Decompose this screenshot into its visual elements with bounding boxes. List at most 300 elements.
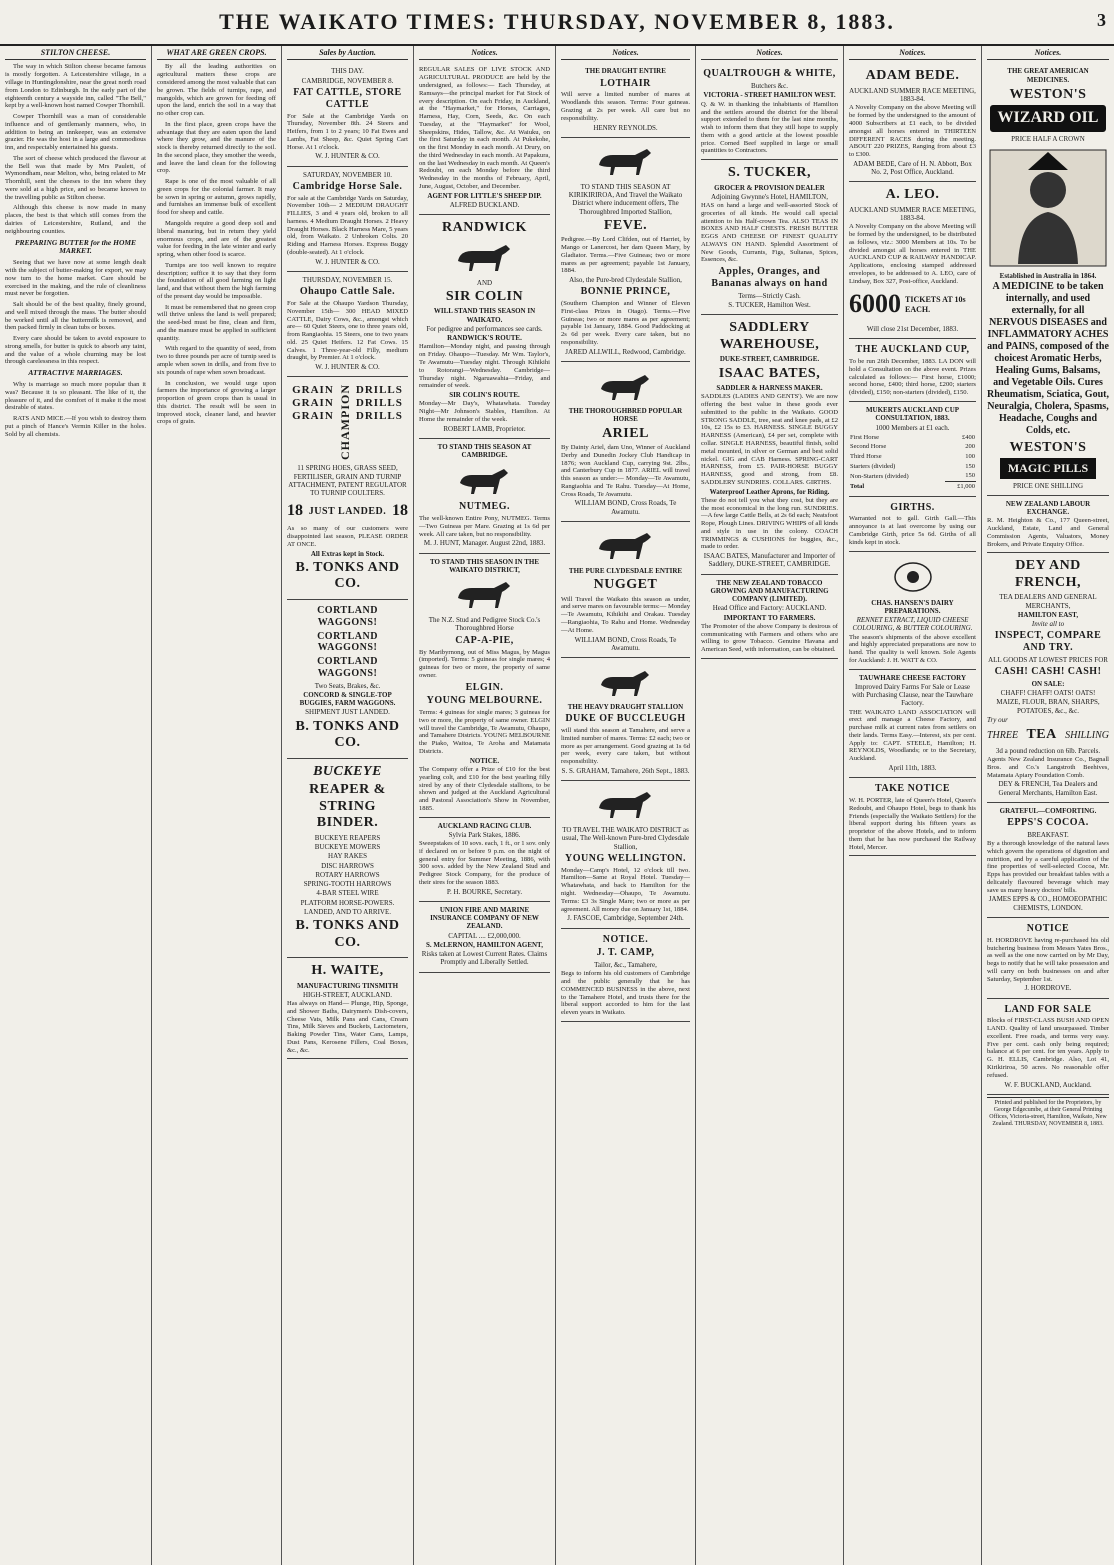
butcher-body: Q. & W. in thanking the inhabitants of Hamilton and the settlers around the district for the liberal support extended to them for the last nine months, wish to inform them that they still hope to supply them with a good article at the lowest possible price. Corned Beef supplied in large or small quantities to Contractors. (701, 100, 838, 155)
article-paragraph: Turnips are too well known to require description; suffice it to say that they form the foundation of all good farming on light land, and that without them the high farming of the present day would be impossible. (157, 261, 276, 300)
auction-date: SATURDAY, NOVEMBER 10. (302, 170, 393, 179)
column-medicines (982, 46, 1114, 1565)
notice-body: The Company offer a Prize of £10 for the best yearling colt, and £10 for the best yearling filly sired by any of their Clydesdale stallions, to be shown and judged at the Auckland Agricultural and Pastoral Association's Show in November, 1885. (419, 766, 550, 812)
wagons-ad (287, 600, 408, 759)
table-row (849, 452, 976, 462)
stallion-heading: THE DRAUGHT ENTIRE (585, 67, 666, 76)
prize-value: 150 (965, 462, 975, 470)
company-name: B. TONKS AND CO. (295, 918, 400, 950)
column-stallions (556, 46, 696, 1565)
buckeye-item: BUCKEYE MOWERS (314, 843, 381, 852)
tobacco-body: The Promoter of the above Company is desirous of communicating with Farmers and others who are willing to grow Tobacco. Genuine Havana and American Seed, with information, can be obtained. (701, 622, 838, 654)
racing-heading: AUCKLAND RACING CLUB. (437, 821, 532, 830)
prize-label: First Horse (850, 433, 880, 441)
union-insurance-ad (419, 902, 550, 973)
buckeye-item: DISC HARROWS (321, 861, 374, 870)
prize-label: Second Horse (850, 443, 887, 451)
cocoa-body: By a thorough knowledge of the natural laws which govern the operations of digestion and nutrition, and by a careful application of the fine properties of well-selected Cocoa, Mr. Epps has provided our breakfast tables with a delicately flavoured beverage which may save us many heavy doctors' bills. (987, 840, 1109, 894)
tea-word: TEA (1026, 727, 1057, 743)
prize-value: 100 (965, 453, 975, 461)
try-line: Try our (987, 715, 1008, 724)
horse-name: SIR COLIN (445, 288, 524, 304)
racing-subheading: Sylvia Park Stakes, 1886. (448, 830, 521, 839)
auction-ad-ohaupo (287, 272, 408, 377)
notice-heading: NOTICE (1026, 922, 1070, 934)
company-line: The N.Z. Stud and Pedigree Stock Co.'s Thoroughbred Horse (428, 616, 541, 633)
saddlery-address: DUKE-STREET, CAMBRIDGE. (719, 355, 820, 364)
randwick-ad (419, 215, 550, 439)
merchant-signature: DEY & FRENCH, Tea Dealers and General Merchants, Hamilton East. (998, 780, 1098, 797)
section-header-auctions: Sales by Auction. (287, 48, 408, 60)
owner-name: WILLIAM BOND, Cross Roads, Te Awamutu. (574, 635, 677, 652)
grocer-trade: GROCER & PROVISION DEALER (714, 183, 825, 192)
tailor-name: J. T. CAMP, (596, 947, 655, 959)
cup-title: THE AUCKLAND CUP, (855, 344, 970, 356)
nugget-body: Will Travel the Waikato this season as under, and serve mares on favourable terms:— Monday—Te Awamutu, Kihikihi and Orakau. Tuesday—Rangiaohia, To Rahu and Home. Wednesday—At Home. (561, 595, 690, 634)
table-row (849, 462, 976, 472)
auction-ad-horses (287, 167, 408, 272)
tobacco-heading: THE NEW ZEALAND TOBACCO GROWING AND MANUFACTURING COMPANY (LIMITED). (710, 578, 829, 604)
auction-heading: FAT CATTLE, STORE CATTLE (293, 86, 402, 110)
horse-name: YOUNG WELLINGTON. (565, 852, 686, 864)
column-green-crops (152, 46, 282, 1565)
article-paragraph: Every care should be taken to avoid exposure to strong smells, for butter is quick to absorb any taint, and the value of a whole churning may be lost through carelessness in this respect. (5, 335, 146, 366)
hansen-ad (849, 552, 976, 670)
buckeye-item: HAY RAKES (328, 852, 367, 861)
horse-illustration-icon (591, 788, 661, 822)
bonnie-body: (Southern Champion and Winner of Eleven First-class Prizes in Otago). Terms.—Five Guineas; two or more mares as per agreement; payable 1st January, 1884. Good Paddocking at 2s 6d per week. Every care taken, but no responsibility. (561, 300, 690, 347)
waterproof-body: These do not tell you what they cost, but they are the most economical in the long run. SUNDRIES.—A few large Cattle Bells, at 2s 6d each; Neatsfoot Rope, Plough Lines. DRIVING WHIPS of all kinds and style in use in the colony. COACH TRIMMINGS & CUSHIONS for buggies, &c., made to order. (701, 496, 838, 551)
consultation-name: A. LEO. (885, 187, 940, 203)
cocoa-sub: BREAKFAST. (1027, 830, 1069, 839)
buckeye-item: ROTARY HARROWS (315, 870, 380, 879)
company-name: B. TONKS AND CO. (295, 559, 400, 592)
agent-name: ALFRED BUCKLAND. (449, 200, 520, 209)
buckeye-item: PLATFORM HORSE-POWERS. (300, 898, 395, 907)
cup-ad (849, 339, 976, 402)
prize-value: £400 (962, 433, 975, 441)
invite-line: Invite all to (1031, 620, 1065, 629)
horse-name: RANDWICK (442, 220, 527, 236)
owner-name: M. J. HUNT, Manager. August 22nd, 1883. (423, 539, 546, 548)
bonnie-heading: Also, the Pure-bred Clydesdale Stallion, (569, 276, 682, 285)
capapie-body: By Maribyrnong, out of Miss Magus, by Magus (imported). Terms: 5 guineas for single mares; 4 guineas for two or more, the property of same owner. (419, 648, 550, 679)
and-word: AND (476, 278, 493, 287)
consultation-sub: AUCKLAND SUMMER RACE MEETING, 1883-84. (849, 86, 976, 104)
consultation-signature: ADAM BEDE, Care of H. N. Abbott, Box No. 2, Post Office, Auckland. (853, 159, 972, 177)
article-title-butter: PREPARING BUTTER for the HOME MARKET. (14, 237, 137, 256)
buckeye-ad (287, 759, 408, 958)
owner-name: S. S. GRAHAM, Tamahere, 26th Sept., 1883. (561, 766, 690, 775)
owner-name: WILLIAM BOND, Cross Roads, Te Awamutu. (574, 499, 677, 516)
prize-value: 150 (965, 472, 975, 480)
saddler-trade: SADDLER & HARNESS MAKER. (716, 384, 823, 393)
reaper-binder: REAPER & STRING BINDER. (309, 782, 386, 831)
article-title-marriages: ATTRACTIVE MARRIAGES. (28, 368, 123, 378)
established-line: Established in Australia in 1864. (999, 271, 1097, 280)
newspaper-title: THE WAIKATO TIMES: THURSDAY, NOVEMBER 8, 1883. (219, 9, 895, 34)
price-line: PRICE ONE SHILLING (1013, 481, 1083, 490)
insurance-capital: CAPITAL .... £2,000,000. (448, 931, 521, 940)
labour-body: R. M. Heighton & Co., 177 Queen-street, Auckland, Estate, Land and General Commission Agents, Valuators, Money Brokers, and Private Enquiry Office. (987, 517, 1109, 548)
pedigree-line: For pedigree and performances see cards. (426, 324, 543, 333)
company-name: B. TONKS AND CO. (295, 718, 400, 751)
auction-body: For Sale at the Ohaupo Yardson Thursday, November 15th— 300 HEAD MIXED CATTLE, Dairy Cows, &c., amongst which are— 60 Quiet Steers, one to three years old, from Rangiaohia. 15 Steers, one to two years old. 25 Quiet Heifers. 12 Fat Cows. 15 Calves. 1 Three-year-old Filly, medium draught, by Premier. At 1 o'clock. (287, 300, 408, 362)
wizard-oil-logo (987, 87, 1109, 132)
column-auctions (282, 46, 414, 1565)
land-sale-ad (987, 999, 1109, 1095)
article-paragraph: Rape is one of the most valuable of all green crops for the colonial farmer. It may be sown in spring or autumn, grows rapidly, and furnishes an immense bulk of excellent food for sheep and cattle. (157, 178, 276, 217)
butcher-trade: Butchers &c. (751, 82, 788, 91)
grain-drill-ad (287, 377, 408, 599)
saddler-body: SADDLES (LADIES AND GENTS'). We are now offering the best value in these goods ever submitted to the public in the Waikato. GOOD STRONG SADDLE, tree, seat and knee pads, at £2 10s, £2 15s to £3. HARNESS. SINGLE BUGGY HARNESS (American), £4 per set, complete with collar. SINGLE HARNESS, beautiful finish, solid metal mounted, in silver or German and best solid nickel. GIG and CAB Harness. SPRING-CART HARNESS, from £5. PAIR-HORSE BUGGY HARNESS, good and strong, from £8. SADDLERY SUNDRIES. COLLARS. GIRTHS. (701, 393, 838, 486)
stock-sales-ad (419, 63, 550, 215)
article-paragraph: RATS AND MICE.—If you wish to destroy them put a pinch of Hance's Vermin Killer in the holes. Sold by all chemists. (5, 415, 146, 438)
buggies-line: CONCORD & SINGLE-TOP BUGGIES, FARM WAGGONS. (299, 690, 396, 708)
auction-body: For sale at the Cambridge Yards on Saturday, November 10th— 2 MEDIUM DRAUGHT FILLIES, 3 and 4 years old, broken to all harness. 4 Medium Draught Horses. 2 Heavy Draught Horses. Black Harness Mare, 5 years old, from Waikato. 2 Unbroken Colts. 20 Riding and Harness Horses. Express Buggy (double-seated). At 1 o'clock. (287, 194, 408, 257)
wagon-details: Two Seats, Brakes, &c. (314, 681, 381, 690)
article-paragraph: The way in which Stilton cheese became famous is mostly forgotten. A Leicestershire village, in a village in Huntingdonshire, near the great north road from London to Edinburgh. In the early part of the eighteenth century a wayside inn, called "The Bell," kept by a well-known host named Cowper Thornhill. (5, 63, 146, 110)
tobacco-notice: IMPORTANT TO FARMERS. (723, 613, 816, 622)
saddler-name: ISAAC BATES, (718, 365, 821, 381)
table-row (849, 433, 976, 443)
grain-stack (292, 384, 334, 460)
tickets-line: TICKETS AT 10s EACH. (905, 295, 966, 314)
prize-table (849, 433, 976, 492)
capapie-ad (419, 554, 550, 818)
auction-body: For Sale at the Cambridge Yards on Thursday, November 8th. 24 Steers and Heifers, from 1 to 2 years; 10 Fat Ewes and Lambs, Fat Sheep, &c. Quiet Spring Cart Horse. At 1 o'clock. (287, 112, 408, 151)
waite-trade: MANUFACTURING TINSMITH (296, 981, 399, 990)
tailor-trade: Tailor, &c., Tamahere, (594, 961, 657, 970)
route-body: Hamilton—Monday night, and passing through on Friday. Ohaupo—Tuesday. Mr Wm. Taylor's, Te Awamutu—Tuesday night. Through Kihikihi to Rotorangi—Wednesday. Cambridge—Thursday night. Ngaruawahia—Friday, and remainder of week. (419, 343, 550, 390)
horse-name: YOUNG MELBOURNE. (426, 695, 543, 707)
saddler-signature: ISAAC BATES, Manufacturer and Importer of Saddlery, DUKE-STREET, CAMBRIDGE. (703, 552, 836, 569)
stand-heading: TO TRAVEL THE WAIKATO DISTRICT as usual, The Well-known Pure-bred Clydesdale Stallion, (561, 826, 690, 851)
big-number: 6000 (849, 289, 901, 319)
magic-pills-logo (987, 440, 1109, 479)
article-paragraph: With regard to the quantity of seed, from two to three pounds per acre of turnip seed is ample when sown in drills, and from five to six pounds of rape when sown broadcast. (157, 345, 276, 376)
camp-body: Begs to inform his old customers of Cambridge and the public generally that he has COMMENCED BUSINESS in the above, next to the Tamahere Hotel, and trusts there for the liberal support accorded to him for the last eleven years in Waikato. (561, 970, 690, 1017)
drills-word: DRILLS (355, 410, 403, 423)
tauwhare-sub: Improved Dairy Farms For Sale or Lease with Purchasing Clause, near the Tauwhare Factory. (851, 682, 974, 708)
consultation-name: ADAM BEDE. (865, 68, 960, 84)
stock-sales-body: REGULAR SALES OF LIVE STOCK AND AGRICULTURAL PRODUCE are held by the undersigned, as follows:— Each Thursday, at Ramsays—the principal market for Fat Stock of every description. On each Friday, in Auckland, at the "Haymarket," for Horses, Carriages, Harness, Hay, Corn, Seeds, &c. On each Tuesday, at the "Haymarket" for Wool, Sheepskins, Hides, Tallow, &c. At Waiuku, on the first Saturday in each month. At Pukekohe, on the first Monday in each month. At Drury, on the third Wednesday in each month. At Papakura, on the last Wednesday in each month. At Queen's Redoubt, on each Monday before the third Wednesday in the months of February, April, June, August, October, and December. (419, 66, 550, 190)
article-paragraph: In the first place, green crops have the advantage that they are eaten upon the land where they grow, and the manure of the stock is thereby returned directly to the soil. In the second place, they smother the weeds, and leave the land clean for the following crop. (157, 120, 276, 175)
auction-date: THURSDAY, NOVEMBER 15. (302, 276, 393, 285)
drills-stack (356, 384, 403, 460)
girths-title: GIRTHS. (890, 501, 935, 513)
nutmeg-body: The well-known Entire Pony, NUTMEG. Terms—Two Guineas per Mare. Grazing at 1s 6d per week. All care taken, but no responsibility. (419, 515, 550, 538)
cash-line: CASH! CASH! CASH! (994, 666, 1102, 678)
shilling-word: SHILLING (1065, 729, 1109, 741)
horse-name: FEVE. (603, 217, 648, 233)
goods-line: ALL GOODS AT LOWEST PRICES FOR (988, 655, 1108, 664)
consultation-body: A Novelty Company on the above Meeting will be formed by the undersigned to the amount of 4000 Subscribers at £1 each, to be divided amongst all horses entered in THIRTEEN DIFFERENT RACES during the meeting. ABOUT 220 PRIZES, Ranging from about £3 to £300. (849, 104, 976, 159)
section-header-notices: Notices. (701, 48, 838, 60)
section-header-notices: Notices. (419, 48, 550, 60)
article-paragraph: Although this cheese is now made in many places, the best is that which still comes from the dairies of Leicestershire, Rutland, and the neighbouring counties. (5, 204, 146, 235)
quantity-number: 18 (392, 502, 408, 520)
auction-heading: Cambridge Horse Sale. (292, 180, 403, 192)
owner-name: JARED ALLWILL, Redwood, Cambridge. (565, 347, 686, 356)
prize-label: Total (850, 482, 865, 490)
saddlery-ad (701, 315, 838, 574)
tobacco-ad (701, 575, 838, 659)
horse-illustration-icon (450, 578, 520, 612)
close-date: Will close 21st December, 1883. (866, 325, 959, 334)
stand-line: WILL STAND THIS SEASON IN WAIKATO. (433, 307, 536, 324)
route-title: SIR COLIN'S ROUTE. (449, 391, 520, 400)
maize-line: MAIZE, FLOUR, BRAN, SHARPS, POTATOES, &c., &c. (996, 698, 1100, 715)
horse-illustration-icon (450, 463, 520, 497)
girths-body: Warranted not to gall. Girth Gall.—This annoyance is at last overcome by using our Cambridge Girth, price 5s 6d. Girths of all kinds kept in stock. (849, 515, 976, 546)
labour-heading: NEW ZEALAND LABOUR EXCHANGE. (1005, 499, 1091, 516)
stand-heading: TO STAND THIS SEASON IN THE WAIKATO DISTRICT, (430, 557, 539, 574)
extras-line: All Extras kept in Stock. (310, 549, 385, 558)
labour-exchange-ad (987, 496, 1109, 554)
stallion-heading: THE THOROUGHBRED POPULAR HORSE (568, 407, 683, 424)
horse-name: LOTHAIR (600, 77, 651, 89)
section-header-notices: Notices. (561, 48, 690, 60)
auctioneer-name: W. J. HUNTER & CO. (315, 152, 380, 161)
tauwhare-heading: TAUWHARE CHEESE FACTORY (858, 673, 967, 682)
grocer-body: HAS on hand a large and well-assorted Stock of groceries of all kinds. He would call special attention to his Half-crown Tea. ALSO TEAS IN BOXES AND HALF CHESTS. FRESH BUTTER EGGS AND CHEESE OF FINEST QUALITY ALWAYS ON HAND. Splendid Assortment of New Goods, Currants, Figs, Sultanas, Spices, Essences, &c. (701, 202, 838, 264)
merchant-name: DEY AND FRENCH, (1014, 558, 1082, 590)
printer-imprint: Printed and published for the Proprietors, by George Edgecumbe, at their General Printing Offices, Victoria-street, Hamilton, Waikato, New Zealand. THURSDAY, NOVEMBER 8, 1883. (987, 1097, 1109, 1128)
auction-heading: Ohaupo Cattle Sale. (299, 286, 396, 298)
prize-label: Starters (divided) (850, 462, 896, 470)
wagon-line: CORTLAND WAGGONS! (317, 656, 378, 679)
owner-name: HENRY REYNOLDS. (593, 123, 658, 132)
tauwhare-body: THE WAIKATO LAND ASSOCIATION will erect and manage a Cheese Factory, and purchase milk at current rates from settlers on their lands. Terms Easy.—Interest, six per cent. Apply to: CAPT. STEELE, Hamilton; H. REYNOLDS, Woodlands; or to the Secretary, Auckland. (849, 708, 976, 763)
drills-word: DRILLS (355, 384, 403, 397)
horse-illustration-icon (591, 145, 661, 179)
cocoa-name: EPPS'S COCOA. (1007, 817, 1089, 829)
porter-ad (849, 778, 976, 856)
consultation-sub: AUCKLAND SUMMER RACE MEETING, 1883-84. (849, 205, 976, 223)
section-header-notices: Notices. (849, 48, 976, 60)
insurance-agent: S. McLERNON, HAMILTON AGENT, (426, 940, 543, 949)
wellington-body: Monday—Camp's Hotel, 12 o'clock till two. Hamilton—Same at Royal Hotel. Tuesday—Whatawhata, and back to Hamilton for the night. Wednesday—Ohaupo, Te Awamutu. Terms: £3 3s Single Mare; two or more as per agreement. All money due on January 1st, 1884. (561, 866, 690, 913)
racing-body: Sweepstakes of 10 sovs. each, 1 ft., or 1 sov. only if declared on or before 9 p.m. on the night of general entry for Summer Meeting, 1886, with 300 sovs. added by the New Zealand Stud and Pedigree Stock Company, for the produce of their sires for the season 1883. (419, 840, 550, 886)
auction-ad-cattle (287, 63, 408, 166)
horse-name: NUGGET (593, 577, 658, 593)
insurance-heading: UNION FIRE AND MARINE INSURANCE COMPANY OF NEW ZEALAND. (430, 905, 539, 931)
buccleuch-ad (561, 658, 690, 781)
horse-name: ELGIN. (465, 681, 504, 693)
hansen-body: The season's shipments of the above excellent and highly appreciated preparations are now to hand. The quality is well known. Sole Agents for Auckland: J. H. WATT & CO. (849, 633, 976, 664)
racing-club-ad (419, 818, 550, 902)
land-body: Blocks of FIRST-CLASS BUSH AND OPEN LAND. Quality of land unsurpassed. Timber excellent. Free roads, and terms very easy. Five per cent. cash only being required; balance at 6 per cent. for ten years. Apply to G. H. ELLIS, Cambridge. Also, Lot 41, Kirikiriroa, 50 acres. No reasonable offer refused. (987, 1017, 1109, 1079)
wizard-oil-ad (987, 63, 1109, 495)
medicine-heading: THE GREAT AMERICAN MEDICINES. (1007, 67, 1089, 84)
merchant-trade: TEA DEALERS AND GENERAL MERCHANTS, (999, 593, 1097, 610)
product-name: WIZARD OIL (990, 105, 1107, 132)
leo-ad (849, 182, 976, 339)
auctioneer-name: W. J. HUNTER & CO. (315, 257, 380, 266)
horse-name: CAP-A-PIE, (455, 634, 514, 646)
waterproof-heading: Waterproof Leather Aprons, for Riding. (709, 487, 830, 496)
grain-drill-block (287, 384, 408, 460)
land-signature: W. F. BUCKLAND, Auckland. (1004, 1080, 1092, 1089)
slogan-line: INSPECT, COMPARE AND TRY. (994, 630, 1102, 654)
buckeye-item: 4-BAR STEEL WIRE (316, 889, 379, 898)
feve-ad (561, 138, 690, 362)
horse-name: DUKE OF BUCCLEUGH (565, 713, 686, 725)
article-paragraph: Salt should be of the best quality, finely ground, and well mixed through the mass. The butter should be worked until all the buttermilk is removed, and then packed firmly in clean tubs or boxes. (5, 301, 146, 332)
butcher-address: VICTORIA - STREET HAMILTON WEST. (703, 91, 836, 100)
camp-tailor-ad (561, 929, 690, 1022)
prize-value: 200 (965, 443, 975, 451)
consultation-body: A Novelty Company on the above Meeting will be formed by the undersigned, to be distributed as follows, viz.: 3000 Members at 10s. To be divided amongst all horses entered in THE AUCKLAND CUP & RAILWAY HANDICAP. Applications, enclosing stamped addressed envelopes, to be addressed to A. LEO, care of Lindsay, Box 327, Post-office, Auckland. (849, 223, 976, 285)
wizard-portrait-icon (988, 148, 1108, 268)
auction-location: CAMBRIDGE, NOVEMBER 8. (301, 76, 394, 85)
column-stock-notices (414, 46, 556, 1565)
owner-name: J. FASCOE, Cambridge, September 24th. (567, 914, 684, 923)
members-line: 1000 Members at £1 each. (875, 423, 950, 432)
table-row (849, 482, 976, 492)
butcher-name: QUALTROUGH & WHITE, (703, 68, 836, 80)
grocer-signature: S. TUCKER, Hamilton West. (728, 301, 811, 310)
feve-body: Pedigree.—By Lord Clifden, out of Harriet, by Mango or Lanercost, her dam Queen Mary, by Gladiator. Terms.—Five Guineas; two or more mares as per agreement; payable 1st January, 1884. (561, 236, 690, 275)
lothair-body: Will serve a limited number of mares at Woodlands this season. Terms: Four guineas. Grazing at 2s per week. All care but no responsibility. (561, 91, 690, 122)
agents-line: Agents New Zealand Insurance Co., Bagnall Bros. and Co.'s Langstroth Beehives, Matamata Apiary Foundation Comb. (987, 756, 1109, 779)
product-name: MAGIC PILLS (1000, 458, 1096, 478)
table-row (849, 442, 976, 452)
article-title-green-crops: WHAT ARE GREEN CROPS. (157, 48, 276, 60)
stand-heading: TO STAND THIS SEASON AT KIRIKIRIROA, And Travel the Waikato District where inducement offers, The Thoroughbred Imported Stallion, (568, 182, 683, 216)
buckeye-brand: BUCKEYE (313, 763, 382, 779)
lothair-ad (561, 63, 690, 137)
column-consultations (844, 46, 982, 1565)
just-landed-label: JUST LANDED. (308, 505, 387, 517)
auctioneer-name: W. J. HUNTER & CO. (315, 363, 380, 372)
epps-cocoa-ad (987, 803, 1109, 918)
prize-label: Non-Starters (divided) (850, 472, 909, 480)
shipment-line: SHIPMENT JUST LANDED. (305, 708, 390, 717)
pound-line: 3d a pound reduction on 6lb. Parcels. (995, 746, 1101, 755)
notice-heading: NOTICE. (469, 756, 500, 765)
article-paragraph: By all the leading authorities on agricultural matters these crops are considered among the most valuable that can be grown. The fields of turnips, rape, and mangolds, which are grown for feeding off upon the land, enrich the soil in a way that no other crop can. (157, 63, 276, 118)
hansen-title: CHAS. HANSEN'S DAIRY PREPARATIONS. (871, 598, 954, 615)
dey-french-ad (987, 553, 1109, 802)
tauwhare-date: April 11th, 1883. (888, 763, 937, 772)
horse-name: BONNIE PRINCE, (580, 286, 671, 298)
auction-date: THIS DAY. (331, 67, 364, 76)
wellington-ad (561, 781, 690, 928)
buckeye-item: SPRING-TOOTH HARROWS (303, 880, 392, 889)
column-merchants (696, 46, 844, 1565)
drills-word: DRILLS (355, 397, 403, 410)
butchers-ad (701, 63, 838, 160)
prize-label: Third Horse (850, 453, 882, 461)
stand-heading: TO STAND THIS SEASON AT CAMBRIDGE. (437, 442, 532, 460)
notice-heading: TAKE NOTICE (874, 783, 951, 795)
just-landed-row (287, 498, 408, 525)
grain-word: GRAIN (292, 397, 334, 410)
page-number: 3 (1097, 10, 1106, 30)
porter-body: W. H. PORTER, late of Queen's Hotel, Queen's Redoubt, and Ohaupo Hotel, begs to thank his Friends (especially the Waikato Settlers) for the liberal support during his fifteen years as proprietor of the above Hotels, and to inform them that he has now purchased the Railway Hotel, Mercer. (849, 797, 976, 851)
horse-illustration-icon (591, 665, 661, 699)
article-paragraph: It must be remembered that no green crop will thrive unless the land is well prepared; the seed-bed must be fine, clean and firm, and the manure must be applied in sufficient quantity. (157, 303, 276, 342)
fruit-line: Apples, Oranges, and Bananas always on hand (711, 266, 828, 290)
landed-note: As so many of our customers were disappointed last season, PLEASE ORDER AT ONCE. (287, 525, 408, 548)
article-paragraph: Why is marriage so much more popular than it was? Because it is so pleasant. The like of it, the pleasure of it, and the comfort of it make it the most desirable of states. (5, 381, 146, 412)
brand-name: WESTON'S (1009, 86, 1087, 102)
owner-name: ROBERT LAMB, Proprietor. (443, 424, 526, 433)
quantity-number: 18 (287, 502, 303, 520)
hordrove-ad (987, 918, 1109, 999)
grain-word: GRAIN (292, 410, 334, 423)
columns (0, 46, 1114, 1565)
tobacco-office: Head Office and Factory: AUCKLAND. (712, 604, 827, 613)
champion-word: CHAMPION (337, 384, 352, 461)
wagon-line: CORTLAND WAGGONS! (317, 630, 378, 654)
article-paragraph: In conclusion, we would urge upon farmers the importance of growing a larger proportion of green crops than is usual in this district. The result will be seen in improved stock, cleaner land, and heavier crops of grain. (157, 379, 276, 426)
insurance-body: Risks taken at Lowest Current Rates. Claims Promptly and Liberally Settled. (421, 950, 548, 967)
horse-illustration-icon (450, 241, 520, 275)
ariel-ad (561, 362, 690, 522)
tauwhare-ad (849, 670, 976, 779)
brand-name: WESTON'S (1009, 439, 1087, 455)
arrive-line: LANDED, AND TO ARRIVE. (303, 907, 392, 916)
girths-ad (849, 497, 976, 552)
article-paragraph: Seeing that we have now at some length dealt with the subject of butter-making for export, we may now turn to the home market. Care should be exercised in the making, and the rule of cleanliness must never be forgotten. (5, 259, 146, 298)
waite-name: H. WAITE, (311, 963, 384, 979)
adam-bede-ad (849, 63, 976, 182)
three-word: THREE (987, 729, 1019, 741)
implement-list: 11 SPRING HOES, GRASS SEED, FERTILISER, GRAIN AND TURNIP ATTACHMENT, PATENT REGULATOR TO TURNIP COULTERS. (288, 464, 407, 498)
secretary-name: P. H. BOURKE, Secretary. (446, 887, 523, 896)
cup-body: To be run 26th December, 1883. LA DON will hold a Consultation on the above event. Prizes calculated as follows:— First horse, £1000; second horse, £400; third horse, £200; starters (divided), £150; non-starters (divided), £150. (849, 358, 976, 397)
wagon-line: CORTLAND WAGGONS! (317, 604, 378, 628)
grocer-ad (701, 160, 838, 315)
article-paragraph: Cowper Thornhill was a man of considerable influence and of gentlemanly manners, who, in addition to being an innkeeper, was an extensive grazier. He was the host in a large and commodious inn, and respectably entertained his guests. (5, 113, 146, 152)
masthead (0, 0, 1114, 46)
buccleuch-body: will stand this season at Tamahere, and serve a limited number of mares. Terms: £2 each; two or more as per arrangement. Good grazing at 1s 6d per week, every care taken, but without responsibility. (561, 727, 690, 766)
article-title-stilton: STILTON CHEESE. (5, 48, 146, 60)
mukerts-title: MUKERTS AUCKLAND CUP CONSULTATION, 1883. (865, 406, 960, 423)
merchant-location: HAMILTON EAST, (1017, 610, 1079, 619)
ariel-body: By Dainty Ariel, dam Uno, Winner of Auckland Derby and Dunedin Jockey Club Handicap in 1876; won Auckland Cup, carrying 9st. 2lbs., and Canterbury Cup in 1877. ARIEL will travel this season as under:— Monday—Te Awamutu, Rangiaohia and Te Rahu. Tuesday—At Home, Cross Roads, Te Awamutu. (561, 444, 690, 498)
notice-heading: NOTICE. (602, 933, 649, 945)
route-title: RANDWICK'S ROUTE. (447, 334, 522, 343)
agent-line: AGENT FOR LITTLE'S SHEEP DIP. (427, 191, 542, 200)
grain-word: GRAIN (292, 384, 334, 397)
table-row (849, 471, 976, 481)
waite-body: Has always on Hand— Plunge, Hip, Sponge, and Shower Baths, Dairymen's Dish-covers, Cheese Vats, Milk Pans and Cans, Cream Tins, Milk Sieves and Buckets, Lactometers, Baking Powder Tins, Water Cans, Lamps, Dust Pans, Kerosene Fillers, Coal Boxes, &c., &c. (287, 1000, 408, 1054)
tickets-row (849, 285, 976, 324)
hordrove-body: H. HORDROVE having re-purchased his old butchering business from Messrs Yates Bros., as well as the one now carried on by Mr Day, begs to notify that he will take possession and will carry on both businesses on and after Saturday, September 1st. (987, 936, 1109, 983)
nutmeg-ad (419, 439, 550, 554)
section-header-notices: Notices. (987, 48, 1109, 60)
horse-name: ARIEL (602, 425, 649, 441)
horse-illustration-icon (591, 529, 661, 563)
nugget-ad (561, 522, 690, 658)
waite-address: HIGH-STREET, AUCKLAND. (302, 990, 393, 999)
article-paragraph: The sort of cheese which produced the flavour at the Bell was that made by Mrs Paulett, of Wymondham, near Melton, who, being related to Mr Thornhill, sent the cheeses to the inn where they were sold at a high price, and so became known to the travelling public as Stilton cheese. (5, 154, 146, 201)
grocer-location: Adjoining Gwynne's Hotel, HAMILTON, (711, 192, 828, 201)
tea-row (987, 725, 1109, 746)
grocer-name: S. TUCKER, (728, 165, 811, 181)
land-heading: LAND FOR SALE (1004, 1003, 1092, 1015)
price-line: PRICE HALF A CROWN (1011, 135, 1085, 144)
wizard-claims: A MEDICINE to be taken internally, and used externally, for all NERVOUS DISEASES and INFLAMMATORY ACHES and PAINS, composed of the choicest Aromatic Herbs, Healing Gums, Balsams, and Vegetable Oils. Cures Rheumatism, Sciatica, Gout, Neuralgia, Cholera, Spasms, Headache, Coughs and Colds, etc. (987, 280, 1109, 436)
on-sale-line: ON SALE: (1031, 679, 1065, 688)
chaff-line: CHAFF! CHAFF! OATS! OATS! (1000, 689, 1096, 698)
saddlery-title: SADDLERY WAREHOUSE, (719, 320, 820, 352)
cocoa-signature: JAMES EPPS & CO., HOMOEOPATHIC CHEMISTS, LONDON. (988, 895, 1108, 912)
